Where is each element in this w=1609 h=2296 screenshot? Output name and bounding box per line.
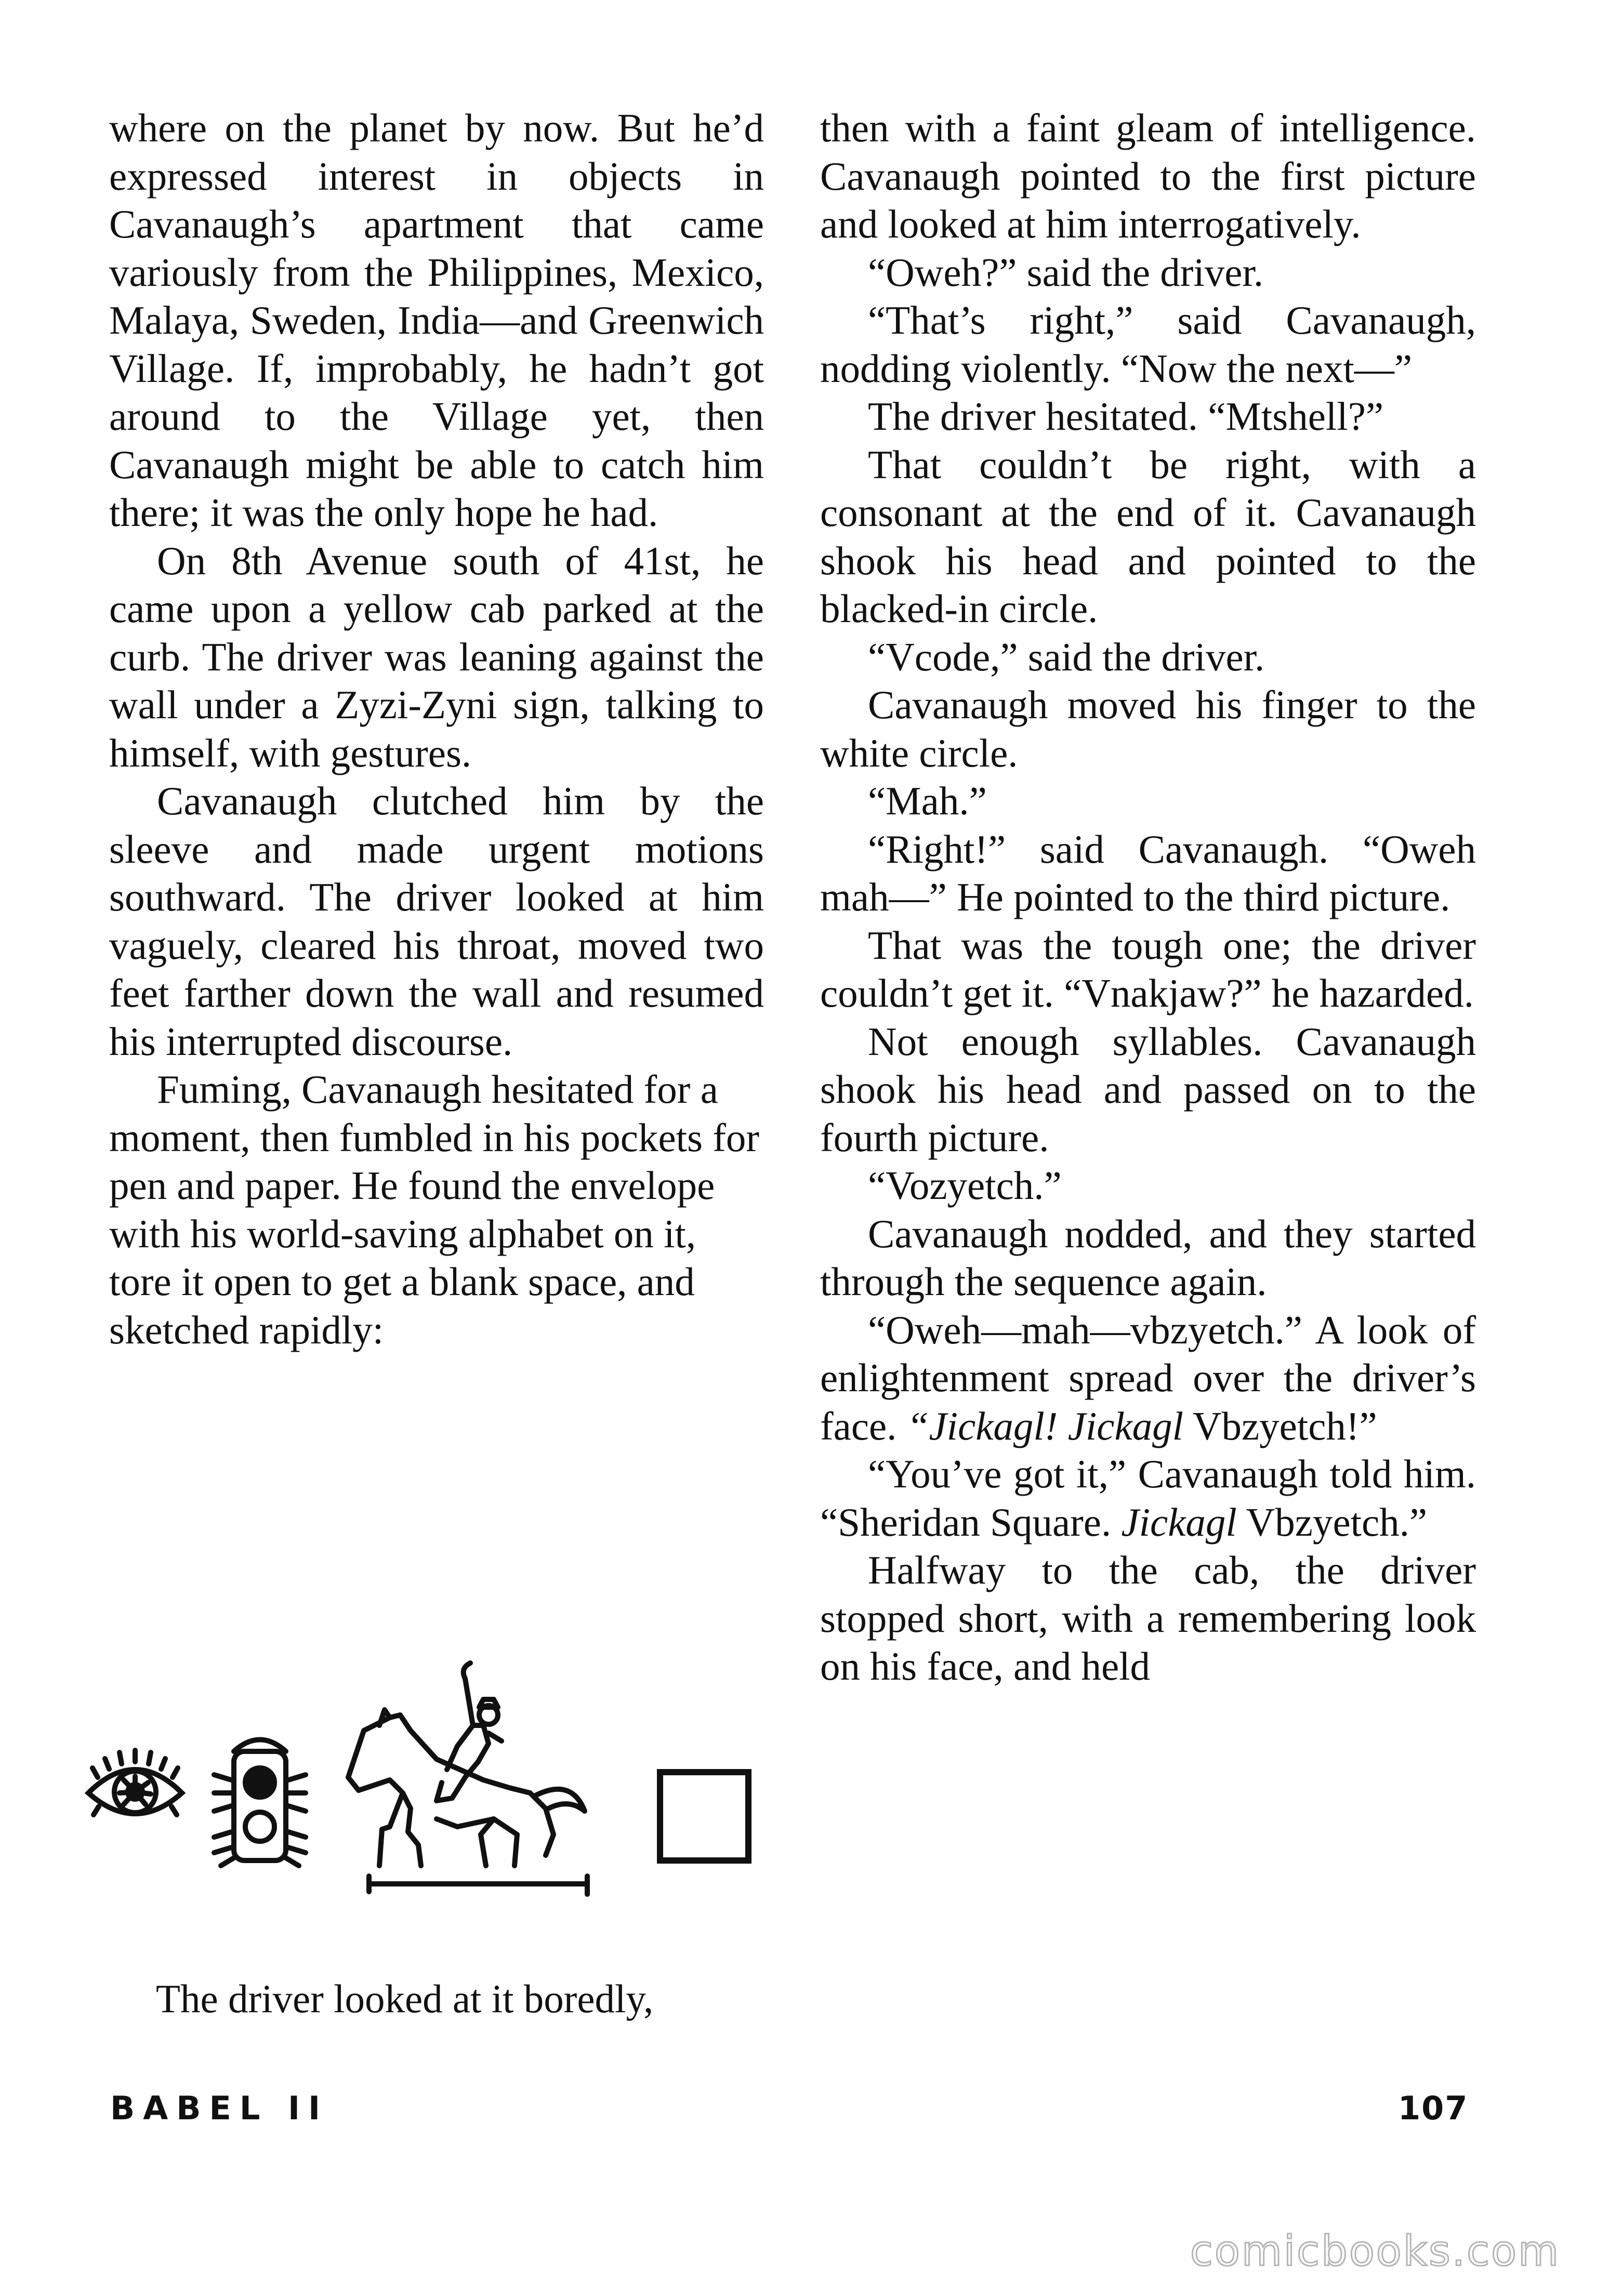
paragraph-text: “Oweh—mah—vbzyetch.” A look of enlightenment spread over the driver’s face. — [820, 1307, 1476, 1448]
running-title: BABEL II — [110, 2089, 329, 2127]
paragraph — [820, 1450, 1476, 1546]
paragraph: On 8th Avenue south of 41st, he came upon a yellow cab parked at the curb. The driver was leaning against the wall under a Zyzi-Zyni sign, talking to himself, with gestures. — [109, 538, 764, 775]
italic-phrase: Jickagl — [1121, 1499, 1237, 1545]
paragraph: “Right!” said Cavanaugh. “Oweh mah—” He pointed to the third picture. — [820, 826, 1476, 919]
paragraph: then with a faint gleam of intelligence. Cavanaugh pointed to the first picture and looked at him interrogatively. — [820, 105, 1476, 246]
paragraph: “Oweh?” said the driver. — [868, 249, 1264, 295]
paragraph: “Mah.” — [868, 778, 987, 823]
continuation-line: The driver looked at it boredly, — [156, 1976, 654, 2021]
paragraph: That was the tough one; the driver couldn’t get it. “Vnakjaw?” he hazarded. — [820, 922, 1476, 1015]
paragraph: Halfway to the cab, the driver stopped short, with a remembering look on his face, and held — [820, 1548, 1476, 1688]
page-number: 107 — [1398, 2089, 1469, 2127]
paragraph: “That’s right,” said Cavanaugh, nodding violently. “Now the next—” — [820, 298, 1476, 391]
paragraph — [820, 1306, 1476, 1450]
paragraph: Cavanaugh nodded, and they started through the sequence again. — [820, 1211, 1476, 1304]
paragraph-text: “You’ve got it,” Cavanaugh told him. “Sheridan Square. — [820, 1452, 1476, 1545]
paragraph: Cavanaugh clutched him by the sleeve and made urgent motions southward. The driver looked at him vaguely, cleared his throat, moved two feet farther down the wall and resumed his interrupted discourse. — [109, 778, 764, 1064]
left-column — [109, 104, 764, 1354]
italic-phrase: “Jickagl! Jickagl — [906, 1403, 1184, 1448]
paragraph: where on the planet by now. But he’d expressed interest in objects in Cavanaugh’s apartment that came variously from the Philippines, Mexico, Malaya, Sweden, India—and Greenwich Village. If, improbably, he hadn’t got around to the Village yet, then Cavanaugh might be able to catch him there; it was the only hope he had. — [109, 105, 764, 535]
paragraph-text: Vbzyetch!” — [1192, 1403, 1377, 1448]
watermark: comicbooks.com — [1190, 2227, 1561, 2275]
right-column — [820, 104, 1476, 1691]
paragraph: The driver hesitated. “Mtshell?” — [868, 394, 1384, 439]
horse-and-rider-statue-icon — [348, 1663, 587, 1894]
paragraph-text: Vbzyetch.” — [1246, 1499, 1428, 1545]
paragraph: Fuming, Cavanaugh hesitated for a moment, then fumbled in his pockets for pen and paper. He found the envelope with his world-saving alphabet on it, tore it open to get a blank space, and sketched rapidly: — [109, 1067, 760, 1352]
paragraph: That couldn’t be right, with a consonant at the end of it. Cavanaugh shook his head and pointed to the blacked-in circle. — [820, 442, 1476, 631]
traffic-light-icon — [214, 1740, 306, 1866]
paragraph: “Vozyetch.” — [868, 1163, 1062, 1208]
paragraph: Not enough syllables. Cavanaugh shook his head and passed on to the fourth picture. — [820, 1019, 1476, 1160]
paragraph: Cavanaugh moved his finger to the white circle. — [820, 682, 1476, 775]
eye-icon — [88, 1750, 182, 1815]
square-icon — [660, 1772, 748, 1860]
sketch-illustration — [78, 1621, 774, 1923]
paragraph: “Vcode,” said the driver. — [868, 634, 1265, 679]
